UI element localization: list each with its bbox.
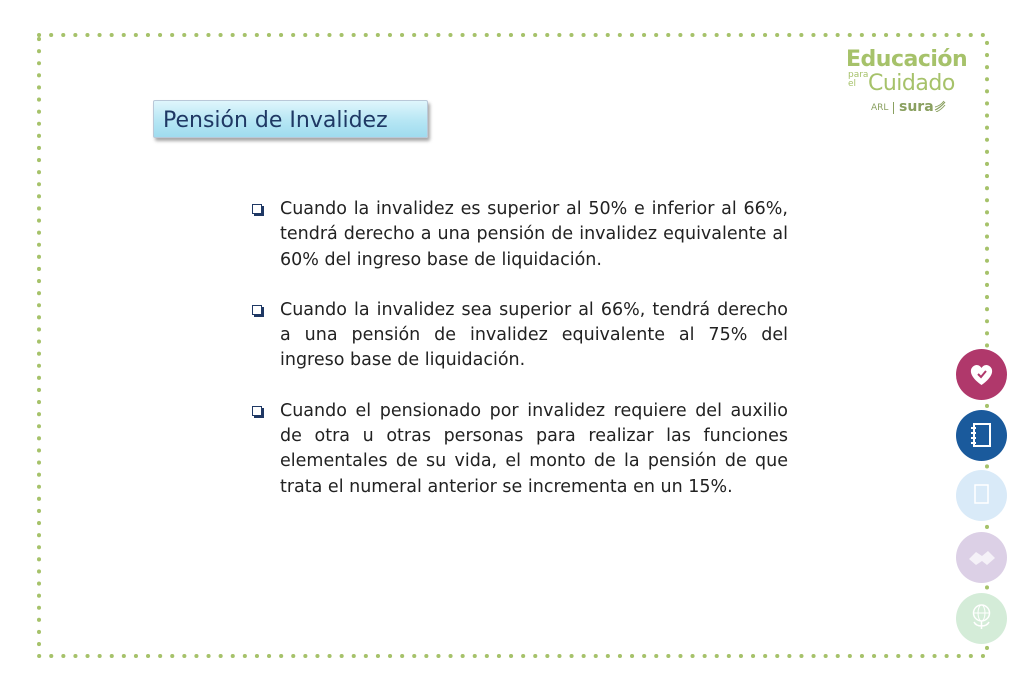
list-item <box>252 197 788 273</box>
heart-icon[interactable] <box>956 349 1007 400</box>
logo-separator <box>893 102 894 114</box>
page-title-box <box>153 100 428 138</box>
list-item <box>252 298 788 374</box>
logo-line-para: para <box>848 70 869 80</box>
bullet-text: Cuando la invalidez sea superior al 66%, tendrá derecho a una pensión de invalidez equivalente al 75% del ingreso base de liquidación. <box>280 299 788 371</box>
logo-arl: ARL <box>871 103 889 113</box>
checkbox-bullet-icon <box>252 305 262 315</box>
document-icon[interactable] <box>956 470 1007 521</box>
logo-line-educacion: Educación <box>846 47 968 72</box>
bullet-list <box>252 197 788 525</box>
checkbox-bullet-icon <box>252 204 262 214</box>
checkbox-bullet-icon <box>252 406 262 416</box>
handshake-icon[interactable] <box>956 532 1007 583</box>
bullet-text: Cuando el pensionado por invalidez requiere del auxilio de otra u otras personas para realizar las funciones elementales de su vida, el monto de la pensión de que trata el numeral anterior se incrementa en un 15%. <box>280 400 788 497</box>
educacion-cuidado-logo <box>846 47 966 122</box>
logo-sura: sura <box>899 99 934 115</box>
bullet-text: Cuando la invalidez es superior al 50% e inferior al 66%, tendrá derecho a una pensión de invalidez equivalente al 60% del ingreso base de liquidación. <box>280 199 788 270</box>
list-item <box>252 399 788 500</box>
logo-line-cuidado: Cuidado <box>868 71 955 96</box>
sura-swoosh-icon <box>934 100 946 112</box>
globe-plant-icon[interactable] <box>956 593 1007 644</box>
logo-line-el: el <box>848 79 857 89</box>
notebook-icon[interactable] <box>956 410 1007 461</box>
page-title: Pensión de Invalidez <box>163 108 388 133</box>
